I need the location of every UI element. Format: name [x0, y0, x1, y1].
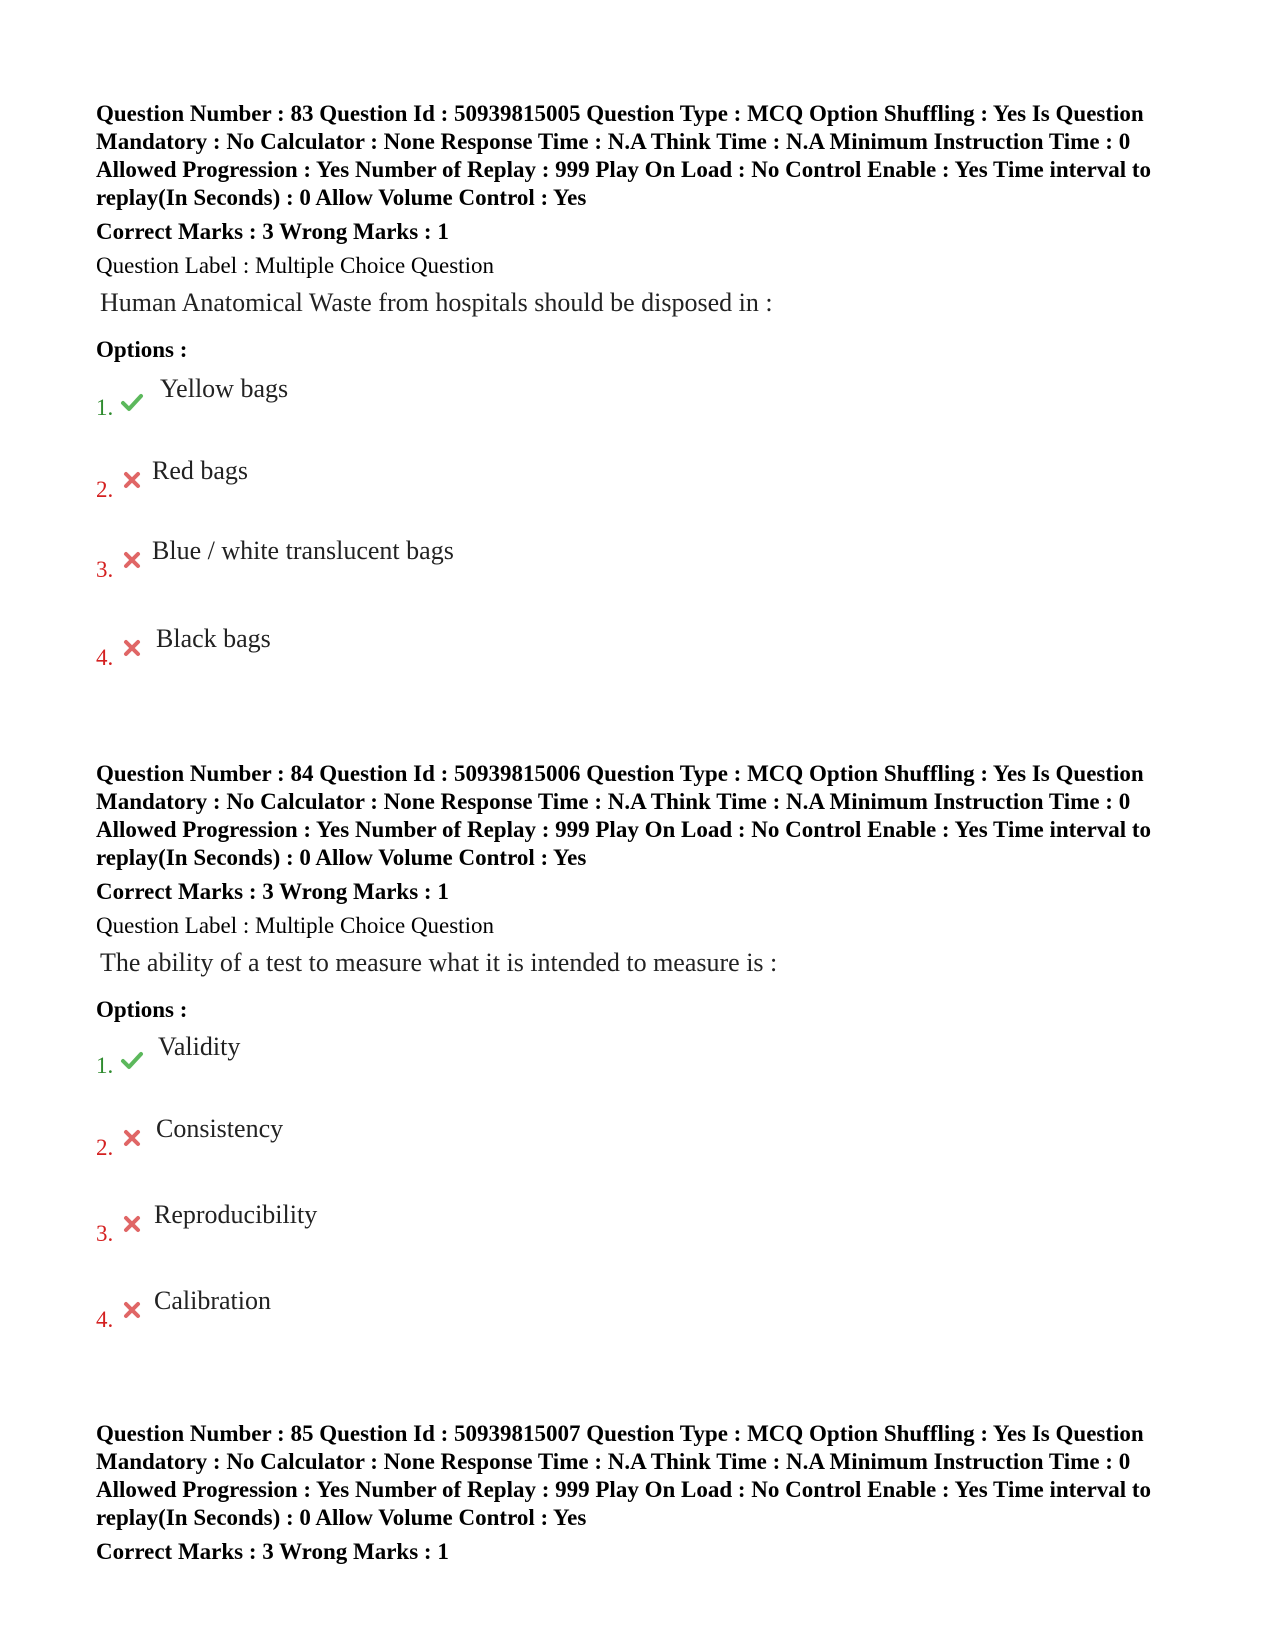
cross-icon	[120, 548, 144, 572]
option-number: 1.	[96, 395, 114, 420]
option-item	[96, 374, 1196, 456]
check-icon	[120, 390, 144, 414]
option-text: Validity	[158, 1032, 241, 1061]
option-number: 4.	[96, 1307, 114, 1332]
cross-icon	[120, 1212, 144, 1236]
option-text: Black bags	[156, 624, 271, 653]
question-text: The ability of a test to measure what it is intended to measure is :	[100, 948, 778, 977]
cross-icon	[120, 468, 144, 492]
options-list	[96, 1032, 1196, 1346]
question-block-85	[96, 1420, 1196, 1566]
option-item	[96, 1200, 1196, 1286]
question-marks: Correct Marks : 3 Wrong Marks : 1	[96, 219, 449, 244]
cross-icon	[120, 1298, 144, 1322]
question-marks: Correct Marks : 3 Wrong Marks : 1	[96, 1539, 449, 1564]
option-item	[96, 536, 1196, 624]
option-number: 2.	[96, 477, 114, 502]
question-label: Question Label : Multiple Choice Question	[96, 253, 494, 278]
cross-icon	[120, 636, 144, 660]
option-item	[96, 1286, 1196, 1346]
question-text: Human Anatomical Waste from hospitals should be disposed in :	[100, 288, 773, 317]
option-text: Calibration	[154, 1286, 271, 1315]
option-item	[96, 1032, 1196, 1114]
options-heading: Options :	[96, 997, 188, 1022]
option-number: 3.	[96, 1221, 114, 1246]
option-text: Yellow bags	[160, 374, 289, 403]
option-text: Reproducibility	[154, 1200, 318, 1229]
question-meta: Question Number : 84 Question Id : 50939815006 Question Type : MCQ Option Shuffling : Yes Is Question Mandatory : No Calculator : None Response Time : N.A Think Time : N.A Minimum Instruction Time : 0 Allowed Progression : Yes Number of Replay : 999 Play On Load : No Control Enable : Yes Time interval to replay(In Seconds) : 0 Allow Volume Control : Yes	[96, 761, 1152, 870]
cross-icon	[120, 1126, 144, 1150]
option-text: Consistency	[156, 1114, 284, 1143]
option-text: Blue / white translucent bags	[152, 536, 454, 565]
option-text: Red bags	[152, 456, 249, 485]
option-item	[96, 1114, 1196, 1200]
question-meta: Question Number : 83 Question Id : 50939815005 Question Type : MCQ Option Shuffling : Yes Is Question Mandatory : No Calculator : None Response Time : N.A Think Time : N.A Minimum Instruction Time : 0 Allowed Progression : Yes Number of Replay : 999 Play On Load : No Control Enable : Yes Time interval to replay(In Seconds) : 0 Allow Volume Control : Yes	[96, 101, 1152, 210]
check-icon	[120, 1048, 144, 1072]
option-number: 4.	[96, 645, 114, 670]
question-block-84	[96, 760, 1196, 1346]
option-item	[96, 624, 1196, 684]
options-list	[96, 374, 1196, 684]
option-number: 2.	[96, 1135, 114, 1160]
option-number: 1.	[96, 1053, 114, 1078]
question-meta: Question Number : 85 Question Id : 50939815007 Question Type : MCQ Option Shuffling : Yes Is Question Mandatory : No Calculator : None Response Time : N.A Think Time : N.A Minimum Instruction Time : 0 Allowed Progression : Yes Number of Replay : 999 Play On Load : No Control Enable : Yes Time interval to replay(In Seconds) : 0 Allow Volume Control : Yes	[96, 1421, 1152, 1530]
option-number: 3.	[96, 557, 114, 582]
option-item	[96, 456, 1196, 536]
question-label: Question Label : Multiple Choice Question	[96, 913, 494, 938]
question-marks: Correct Marks : 3 Wrong Marks : 1	[96, 879, 449, 904]
options-heading: Options :	[96, 337, 188, 362]
question-block-83	[96, 100, 1196, 684]
